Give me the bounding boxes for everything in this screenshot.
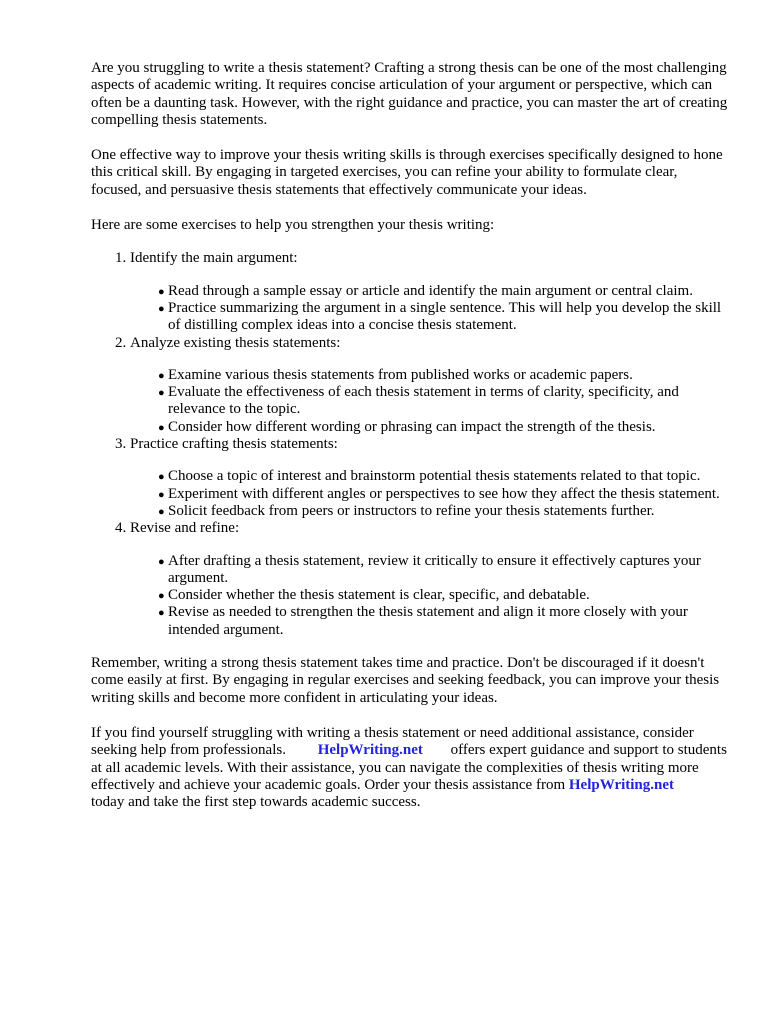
bullet-icon: ● [158, 421, 165, 434]
bullet-icon: ● [158, 488, 165, 501]
step-text: Experiment with different angles or perspectives to see how they affect the thesis statement. [168, 485, 720, 502]
exercise-item [130, 250, 731, 334]
bullet-icon: ● [158, 285, 165, 298]
exercise-steps [130, 367, 731, 436]
exercise-step [158, 604, 731, 639]
bullet-icon: ● [158, 590, 165, 603]
effective-paragraph: One effective way to improve your thesis writing skills is through exercises specifically designed to hone this critical skill. By engaging in targeted exercises, you can refine your ability to formulate clear, focused, and persuasive thesis statements that effectively communicate your ideas. [91, 147, 723, 198]
exercise-item [130, 520, 731, 639]
exercise-step [158, 485, 731, 503]
exercise-step [158, 299, 731, 335]
exercise-title: Analyze existing thesis statements: [130, 334, 341, 351]
exercise-steps [130, 283, 731, 335]
exercise-step [158, 418, 731, 436]
bullet-icon: ● [158, 505, 165, 518]
closing-text-3: today and take the first step towards academic success. [91, 794, 421, 811]
lead-in-paragraph: Here are some exercises to help you strengthen your thesis writing: [91, 217, 495, 234]
bullet-icon: ● [158, 471, 165, 484]
exercise-step [158, 282, 731, 300]
step-text: Practice summarizing the argument in a single sentence. This will help you develop the skill of distilling complex ideas into a concise thesis statement. [168, 299, 722, 334]
exercise-step [158, 468, 731, 485]
helpwriting-link-2[interactable]: HelpWriting.net [568, 776, 675, 793]
step-text: Consider whether the thesis statement is clear, specific, and debatable. [168, 587, 590, 604]
exercise-step [158, 502, 731, 520]
step-text: Consider how different wording or phrasing can impact the strength of the thesis. [168, 418, 656, 435]
step-text: Examine various thesis statements from published works or academic papers. [168, 366, 633, 383]
exercise-step [158, 366, 731, 384]
exercise-list [91, 250, 731, 639]
bullet-icon: ● [158, 302, 165, 315]
exercise-title: Revise and refine: [130, 520, 240, 537]
closing-text-1: If you find yourself struggling with writing a thesis statement or need additional assistance, consider seeking help from professionals. [91, 724, 694, 759]
remember-paragraph: Remember, writing a strong thesis statement takes time and practice. Don't be discouraged if it doesn't come easily at first. By engaging in regular exercises and seeking feedback, you can improve your thesis writing skills and become more confident in articulating your ideas. [91, 655, 720, 706]
exercise-steps [130, 468, 731, 520]
exercise-item [130, 436, 731, 520]
exercise-title: Practice crafting thesis statements: [130, 436, 338, 453]
closing-paragraph [91, 725, 731, 811]
step-text: Solicit feedback from peers or instructors to refine your thesis statements further. [168, 502, 655, 519]
step-text: Read through a sample essay or article and identify the main argument or central claim. [168, 282, 693, 299]
closing-text-2: offers expert guidance and support to students at all academic levels. With their assistance, you can navigate the complexities of thesis writing more effectively and achieve your academic goals. Order your thesis assistance from [91, 742, 727, 793]
bullet-icon: ● [158, 387, 165, 400]
intro-paragraph: Are you struggling to write a thesis statement? Crafting a strong thesis can be one of the most challenging aspects of academic writing. It requires concise articulation of your argument or perspective, which can often be a daunting task. However, with the right guidance and practice, you can master the art of creating compelling thesis statements. [91, 60, 728, 128]
step-text: Revise as needed to strengthen the thesis statement and align it more closely with your intended argument. [168, 604, 688, 638]
step-text: After drafting a thesis statement, review it critically to ensure it effectively captures your argument. [168, 552, 701, 586]
step-text: Evaluate the effectiveness of each thesis statement in terms of clarity, specificity, and relevance to the topic. [168, 384, 679, 418]
exercise-step [158, 384, 731, 419]
bullet-icon: ● [158, 607, 165, 620]
exercise-step [158, 552, 731, 588]
exercise-item [130, 335, 731, 436]
document-page [91, 60, 731, 829]
step-text: Choose a topic of interest and brainstorm potential thesis statements related to that topic. [168, 468, 701, 485]
exercise-title: Identify the main argument: [130, 250, 298, 267]
bullet-icon: ● [158, 369, 165, 382]
bullet-icon: ● [158, 555, 165, 568]
helpwriting-link[interactable]: HelpWriting.net [317, 742, 423, 759]
exercise-step [158, 587, 731, 604]
exercise-steps [130, 553, 731, 639]
